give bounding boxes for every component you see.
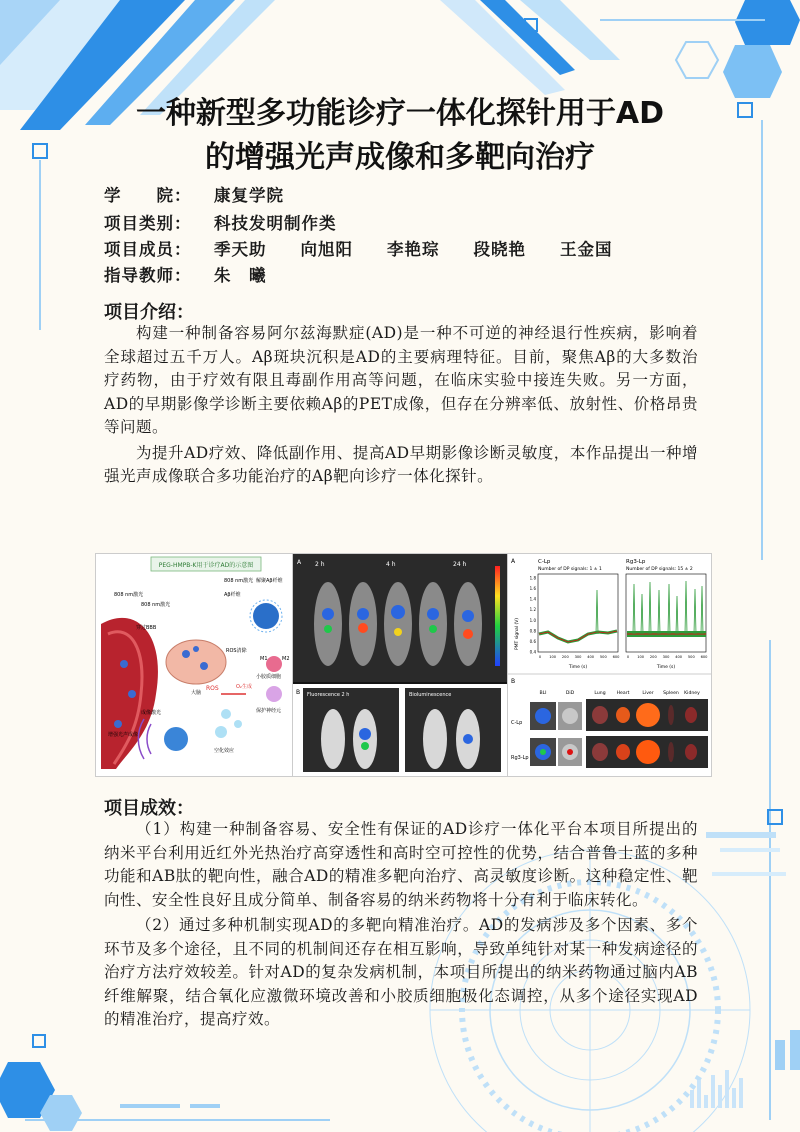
advisor-label: 指导教师： (104, 266, 192, 285)
top-right-stripes (440, 0, 620, 95)
results-paragraph-2: （2）通过多种机制实现AD的多靶向精准治疗。AD的发病涉及多个因素、多个环节及多个途径，且不同的机制间还存在相互影响，导致单纯针对某一种发病途径的治疗方法疗效较差。针对AD的复杂发病机制，本项目所提出的纳米药物通过脑内AB纤维解聚，结合氧化应激微环境改善和小胶质细胞极化态调控，从多个途径实现AD的精准治疗，提高疗效。 (104, 916, 698, 1028)
y-tick-label: 1.8 (529, 575, 536, 581)
time-label: 24 h (453, 561, 467, 568)
organ-column-label: DiD (565, 691, 575, 696)
title-line-1: 一种新型多功能诊疗一体化探针用于AD (135, 96, 665, 131)
svg-text:A: A (297, 559, 302, 566)
schematic-label: 穿过BBB (136, 625, 157, 631)
panel-label: B (511, 678, 516, 685)
meta-members (104, 236, 613, 260)
x-tick-label: 200 (561, 655, 569, 659)
schematic-label: 808 nm激光 (224, 578, 254, 584)
x-tick-label: 300 (662, 655, 670, 659)
schematic-label: 成像激光 (141, 710, 162, 716)
signal-title: C-Lp (538, 559, 551, 565)
organ-column-label: Liver (642, 691, 654, 696)
schematic-title: PEG-HMPB-K用于诊疗AD的示意图 (158, 562, 254, 569)
figure-signals-organs (507, 553, 712, 777)
category-value: 科技发明制作类 (214, 214, 337, 233)
tech-bars (706, 810, 800, 1070)
schematic-label: Aβ纤维 (224, 592, 241, 598)
signal-xlabel: Time (s) (656, 665, 676, 670)
schematic-label: 大脑 (191, 690, 202, 696)
advisor-value: 朱 曦 (214, 266, 267, 285)
signal-title: Rg3-Lp (626, 559, 646, 565)
schematic-label: 小胶质细胞 (256, 674, 282, 680)
results-paragraph-1: （1）构建一种制备容易、安全性有保证的AD诊疗一体化平台本项目所提出的纳米平台利用近红外光热治疗高穿透性和高时空可控性的优势，结合普鲁士蓝的多种功能和AB肽的靶向性，融合AD的精准多靶向治疗、高灵敏度诊断。这种稳定性、靶向性、安全性良好且成分简单、制备容易的纳米药物将十分有利于临床转化。 (104, 820, 698, 909)
organ-columns (539, 690, 700, 696)
figure-mice-imaging (292, 553, 508, 777)
bottom-hexagons (0, 1035, 82, 1131)
schematic-label: 空化效应 (214, 748, 235, 754)
meta-college (104, 182, 284, 206)
y-tick-label: 0.8 (529, 628, 536, 634)
signal-xticks (539, 655, 708, 659)
schematic-label: ROS (206, 685, 219, 692)
signal-xlabel: Time (s) (568, 665, 588, 670)
organ-column-label: BLI (539, 691, 547, 696)
x-tick-label: 100 (549, 655, 557, 659)
organ-row-label: C-Lp (511, 720, 523, 726)
category-label: 项目类别： (104, 214, 192, 233)
x-tick-label: 500 (599, 655, 607, 659)
x-tick-label: 600 (700, 655, 708, 659)
nanoparticle (253, 603, 279, 629)
schematic-label: 解聚Aβ纤维 (256, 578, 283, 584)
y-tick-label: 0.4 (529, 649, 536, 655)
organ-column-label: Lung (594, 691, 606, 696)
mice-panel-label: Bioluminescence (409, 692, 452, 698)
panel-label: B (296, 689, 301, 696)
meta-advisor (104, 262, 267, 286)
title-line-2: 的增强光声成像和多靶向治疗 (205, 140, 595, 175)
results-text (104, 818, 698, 1032)
member-name: 李艳琮 (387, 240, 440, 259)
time-label: 2 h (315, 561, 325, 568)
member-name: 向旭阳 (300, 240, 353, 259)
signal-subtitle: Number of DP signals: 15 ± 2 (626, 567, 693, 572)
time-label: 4 h (386, 561, 396, 568)
college-value: 康复学院 (214, 186, 284, 205)
x-tick-label: 100 (637, 655, 645, 659)
organ-column-label: Spleen (663, 691, 679, 696)
schematic-label: 保护神经元 (256, 708, 282, 714)
organ-column-label: Kidney (684, 691, 700, 696)
signals-svg (508, 554, 711, 776)
schematic-label: 808 nm激光 (141, 602, 171, 608)
intro-paragraph-1: 构建一种制备容易阿尔兹海默症(AD)是一种不可逆的神经退行性疾病，影响着全球超过五千万人。Aβ斑块沉积是AD的主要病理特征。目前，聚焦Aβ的大多数治疗药物，由于疗效有限且毒副作用高等问题，在临床实验中接连失败。另一方面，AD的早期影像学诊断主要依赖Aβ的PET成像，但存在分辨率低、放射性、价格昂贵等问题。 (104, 324, 698, 436)
x-tick-label: 200 (649, 655, 657, 659)
y-tick-label: 1.6 (529, 586, 536, 592)
organ-row-label: Rg3-Lp (511, 755, 529, 761)
meta-category (104, 210, 337, 234)
x-tick-label: 600 (612, 655, 620, 659)
y-tick-label: 1.2 (529, 607, 536, 613)
signal-ylabel: PMT signal (V) (515, 617, 520, 651)
schematic-label: 增强光声成像 (108, 732, 139, 738)
x-tick-label: 0 (538, 655, 542, 659)
y-tick-label: 0.6 (529, 638, 536, 644)
figure-schematic (95, 553, 293, 777)
x-tick-label: 400 (675, 655, 683, 659)
poster-title (40, 92, 760, 180)
schematic-label: M1 (260, 656, 268, 662)
x-tick-label: 500 (687, 655, 695, 659)
schematic-svg (96, 554, 292, 776)
intro-paragraph-2: 为提升AD疗效、降低副作用、提高AD早期影像诊断灵敏度，本作品提出一种增强光声成像联合多功能治疗的Aβ靶向诊疗一体化探针。 (104, 443, 698, 485)
x-tick-label: 0 (626, 655, 630, 659)
nanoparticle (164, 727, 188, 751)
schematic-label: M2 (282, 656, 290, 662)
member-name: 季天助 (214, 240, 267, 259)
deco-bottom-bars (120, 1104, 220, 1108)
y-tick-label: 1.0 (529, 617, 536, 623)
schematic-label: ROS清除 (226, 648, 247, 654)
intro-text (104, 322, 698, 489)
mice-panel-label: Fluorescence 2 h (307, 692, 350, 698)
member-name: 段晓艳 (473, 240, 526, 259)
mice-svg (293, 554, 507, 776)
signal-yticks (530, 576, 537, 655)
x-tick-label: 400 (587, 655, 595, 659)
y-tick-label: 1.4 (529, 596, 536, 602)
intro-heading: 项目介绍： (104, 302, 194, 323)
member-name: 王金国 (560, 240, 613, 259)
schematic-label: 808 nm激光 (114, 592, 144, 598)
college-label: 学 院： (104, 186, 192, 205)
members-label: 项目成员： (104, 240, 192, 259)
organ-column-label: Heart (616, 691, 630, 696)
x-tick-label: 300 (574, 655, 582, 659)
panel-label: A (511, 558, 516, 565)
schematic-label: O₂生成 (236, 684, 252, 690)
deco-bar-chart (690, 1070, 743, 1108)
results-heading: 项目成效： (104, 798, 194, 819)
signal-subtitle: Number of DP signals: 1 ± 1 (538, 567, 602, 572)
